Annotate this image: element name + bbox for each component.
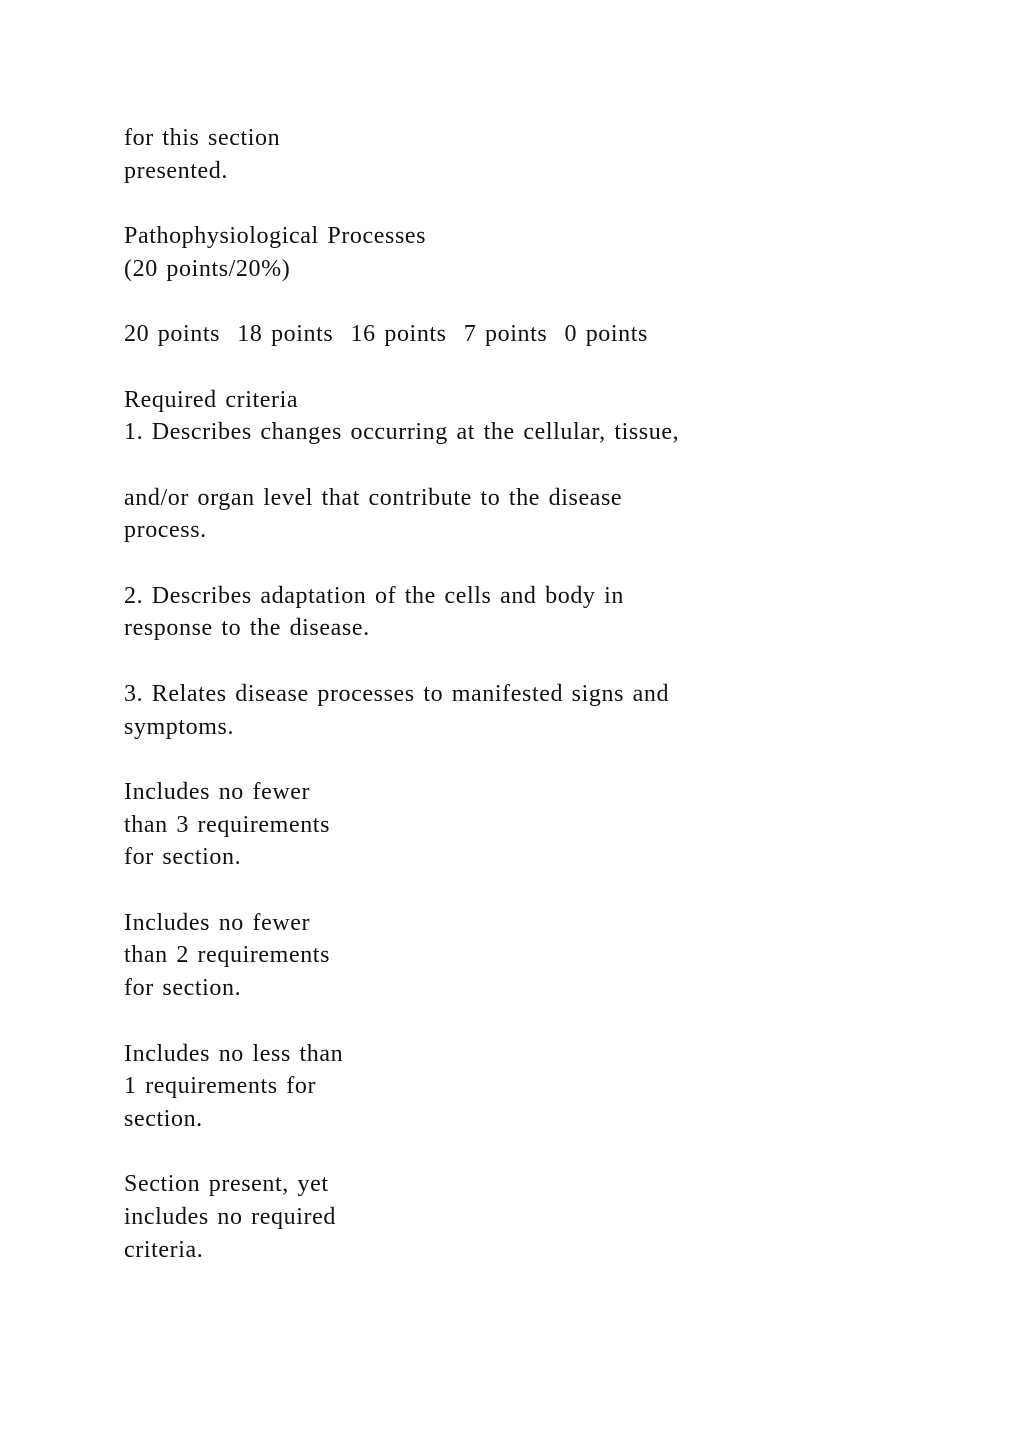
section-heading-pathophysiological-processes	[124, 220, 884, 285]
text-line: Includes no fewer	[124, 778, 311, 805]
text-line: Section present, yet	[124, 1171, 329, 1198]
text-line: 2. Describes adaptation of the cells and body in	[124, 582, 625, 609]
points-scale-row	[124, 318, 884, 351]
rating-7-points-description	[124, 1038, 884, 1136]
text-line: for section.	[124, 975, 242, 1002]
text-line: symptoms.	[124, 713, 235, 740]
criterion-2	[124, 580, 884, 645]
text-line: and/or organ level that contribute to the disease	[124, 484, 623, 511]
document-body	[124, 122, 884, 1299]
rating-16-points-description	[124, 907, 884, 1005]
required-criteria-heading	[124, 384, 884, 449]
text-line: Includes no less than	[124, 1040, 344, 1067]
text-line: criteria.	[124, 1236, 204, 1263]
section-points-weight: (20 points/20%)	[124, 255, 291, 282]
text-line: Includes no fewer	[124, 909, 311, 936]
criterion-1-line: 1. Describes changes occurring at the cellular, tissue,	[124, 419, 680, 446]
text-line: than 2 requirements	[124, 942, 331, 969]
text-line: 1 requirements for	[124, 1073, 317, 1100]
text-line: response to the disease.	[124, 615, 370, 642]
section-title: Pathophysiological Processes	[124, 223, 427, 250]
text-line: includes no required	[124, 1204, 336, 1231]
text-line: for section.	[124, 844, 242, 871]
rating-18-points-description	[124, 776, 884, 874]
points-scale: 20 points 18 points 16 points 7 points 0 points	[124, 321, 648, 348]
text-line: for this section	[124, 125, 281, 151]
paragraph-section-presented	[124, 122, 884, 187]
text-line: than 3 requirements	[124, 811, 331, 838]
criterion-1-continued	[124, 482, 884, 547]
text-line: presented.	[124, 157, 228, 184]
criterion-3	[124, 678, 884, 743]
required-criteria-label: Required criteria	[124, 386, 299, 413]
rating-0-points-description	[124, 1168, 884, 1266]
text-line: 3. Relates disease processes to manifested signs and	[124, 680, 670, 707]
text-line: section.	[124, 1105, 203, 1132]
text-line: process.	[124, 517, 207, 544]
